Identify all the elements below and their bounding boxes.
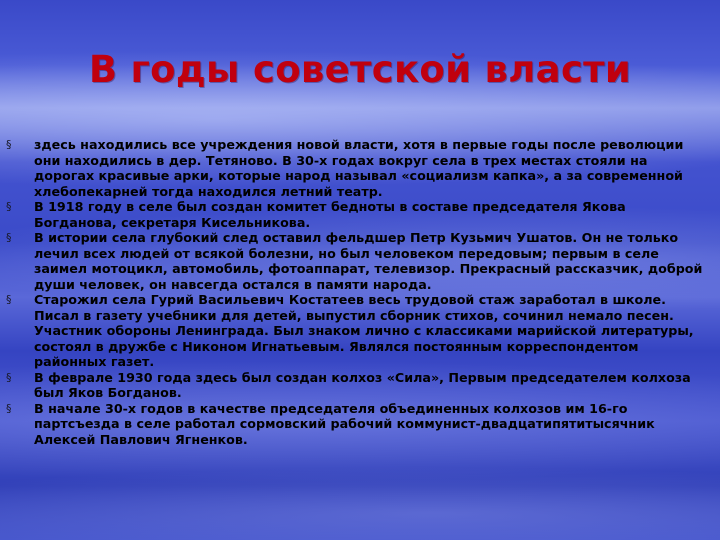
section-bullet-icon: § [6,370,12,384]
section-bullet-icon: § [6,231,12,244]
list-item-text: здесь находились все учреждения новой власти, хотя в первые годы после революции они находились в дер. Тетяново. В 30-х годах вокруг села в трех местах стояли на дорогах красивые арки, которые народ называл «социализм капка», а за современной хлебопекарней тогда находился летний театр. [34,137,684,199]
section-bullet-icon: § [6,200,12,213]
bullet-list [6,137,706,447]
list-item [6,370,706,401]
slide-title: В годы советской власти [88,48,632,91]
list-item-text: В феврале 1930 года здесь был создан колхоз «Сила», Первым председателем колхоза был Яков Богданов. [34,369,691,400]
section-bullet-icon: § [6,401,12,415]
list-item [6,199,706,230]
list-item-text: Старожил села Гурий Васильевич Костатеев весь трудовой стаж заработал в школе. Писал в газету учебники для детей, выпустил сборник стихов, сочинил немало песен. Участник обороны Ленинграда. Был знаком лично с классиками марийской литературы, состоял в дружбе с Никоном Игнатьевым. Являлся постоянным корреспондентом районных газет. [34,292,694,369]
section-bullet-icon: § [6,138,12,151]
list-item-text: В 1918 году в селе был создан комитет бедноты в составе председателя Якова Богданова, секретаря Кисельникова. [34,199,626,230]
section-bullet-icon: § [6,293,12,306]
list-item [6,230,706,292]
list-item [6,292,706,370]
list-item [6,137,706,199]
list-item [6,401,706,448]
list-item-text: В начале 30-х годов в качестве председателя объединенных колхозов им 16-го партсъезда в селе работал сормовский рабочий коммунист-двадцатипятитысячник Алексей Павлович Ягненков. [34,400,655,447]
list-item-text: В истории села глубокий след оставил фельдшер Петр Кузьмич Ушатов. Он не только лечил всех людей от всякой болезни, но был человеком передовым; первым в селе заимел мотоцикл, автомобиль, фотоаппарат, телевизор. Прекрасный рассказчик, доброй души человек, он навсегда остался в памяти народа. [34,230,703,292]
